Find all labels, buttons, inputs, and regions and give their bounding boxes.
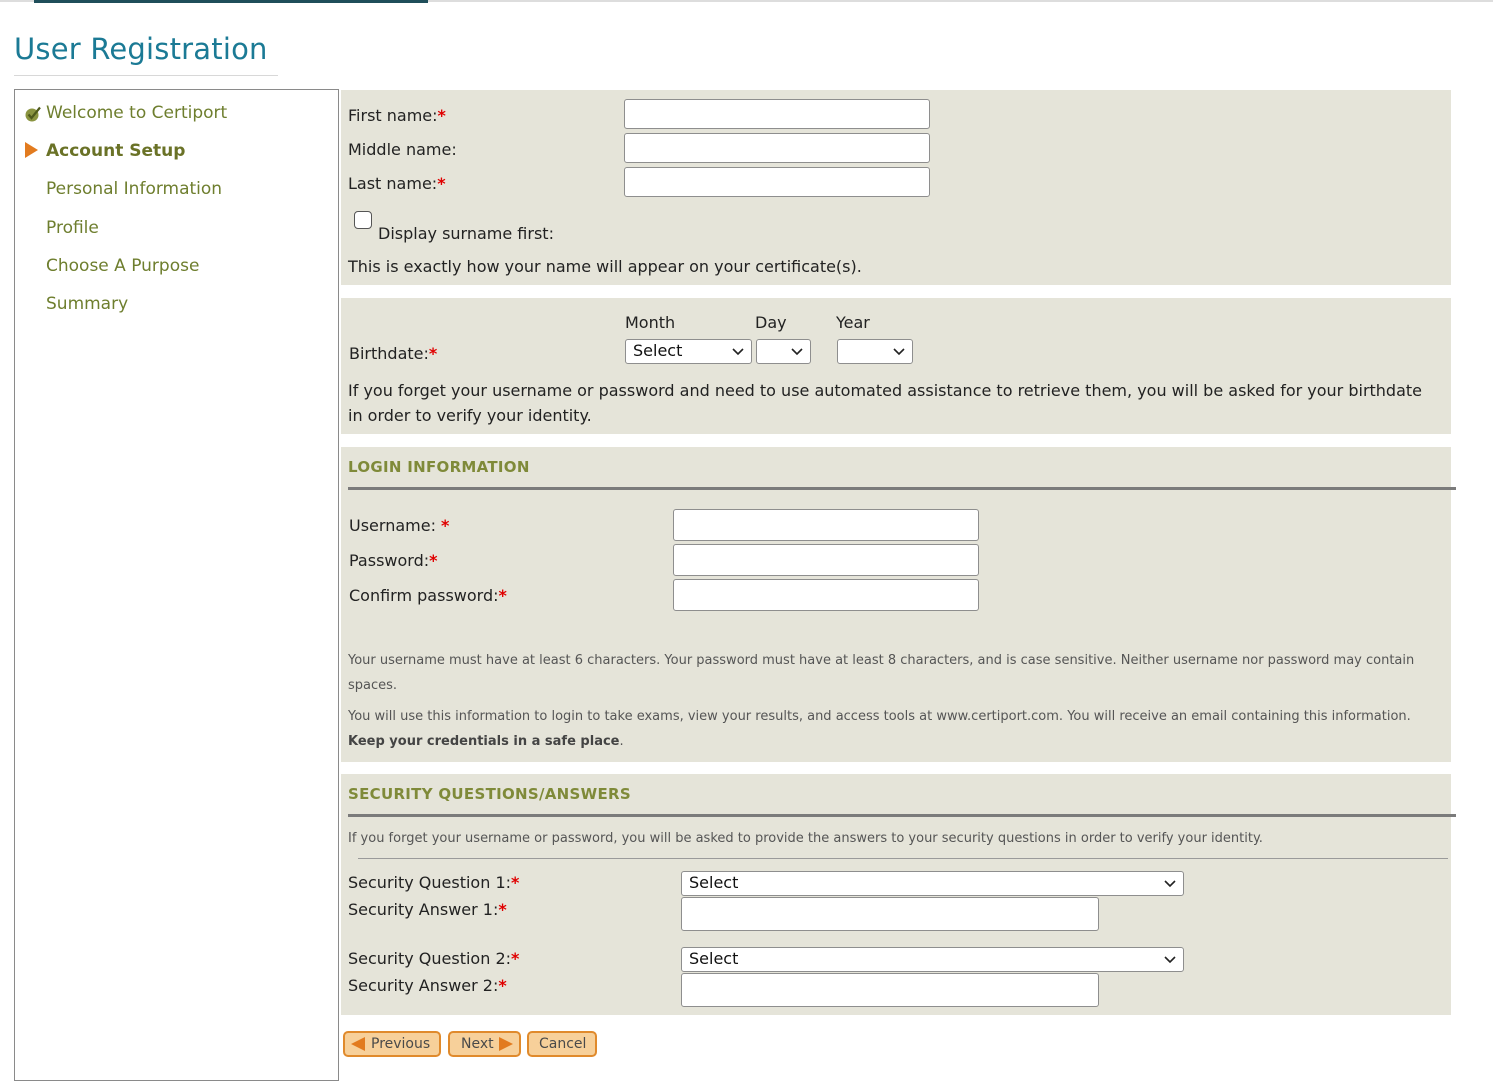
sidebar-item-summary[interactable]: Summary <box>46 294 129 314</box>
security-answer-2-input[interactable] <box>681 973 1099 1007</box>
chevron-down-icon <box>1164 880 1176 888</box>
required-marker: * <box>429 551 438 570</box>
credentials-safe-place-emphasis: Keep your credentials in a safe place <box>348 734 620 749</box>
required-marker: * <box>498 900 507 919</box>
required-marker: * <box>441 516 450 535</box>
sidebar-item-account-setup[interactable]: Account Setup <box>46 141 186 161</box>
password-label: Password:* <box>349 551 438 570</box>
name-panel <box>341 90 1451 285</box>
security-note-divider <box>358 858 1448 859</box>
birth-year-select[interactable] <box>837 339 913 364</box>
login-header-rule <box>348 487 1456 490</box>
surname-first-checkbox[interactable] <box>354 211 372 229</box>
sidebar-item-choose-purpose[interactable]: Choose A Purpose <box>46 256 200 276</box>
security-questions-note: If you forget your username or password, you will be asked to provide the answers to your security questions in order to verify your identity. <box>348 831 1263 846</box>
sidebar-nav <box>14 89 339 1081</box>
title-divider <box>14 75 278 76</box>
first-name-input[interactable] <box>624 99 930 129</box>
birth-month-select[interactable] <box>625 339 752 364</box>
required-marker: * <box>511 949 520 968</box>
required-marker: * <box>437 174 446 193</box>
login-panel <box>341 447 1451 762</box>
security-question-1-label: Security Question 1:* <box>348 873 520 892</box>
birthdate-label: Birthdate:* <box>349 344 438 363</box>
top-accent-bar <box>34 0 428 3</box>
credentials-usage-note: You will use this information to login to take exams, view your results, and access tools at www.certiport.com. You will receive an email containing this information. Keep your credentials in a safe place. <box>348 709 1411 749</box>
required-marker: * <box>498 976 507 995</box>
birthdate-note: If you forget your username or password and need to use automated assistance to retrieve them, you will be asked for your birthdate in order to verify your identity. <box>348 381 1423 425</box>
page-title: User Registration <box>14 32 268 66</box>
sidebar-item-profile[interactable]: Profile <box>46 218 99 238</box>
arrow-left-icon <box>351 1037 365 1051</box>
next-button[interactable] <box>448 1031 521 1057</box>
cancel-button[interactable] <box>527 1031 597 1057</box>
last-name-label: Last name:* <box>348 174 446 193</box>
security-question-2-select[interactable] <box>681 947 1184 972</box>
security-question-1-value: Select <box>689 873 739 892</box>
month-header: Month <box>625 313 676 332</box>
required-marker: * <box>437 106 446 125</box>
birth-month-value: Select <box>633 341 683 360</box>
confirm-password-label: Confirm password:* <box>349 586 507 605</box>
security-question-2-value: Select <box>689 949 739 968</box>
security-section-header: SECURITY QUESTIONS/ANSWERS <box>348 785 631 803</box>
security-panel <box>341 774 1451 1015</box>
previous-button-label: Previous <box>371 1036 431 1052</box>
security-question-2-label: Security Question 2:* <box>348 949 520 968</box>
surname-first-label: Display surname first: <box>378 224 554 243</box>
birthdate-panel <box>341 298 1451 434</box>
chevron-down-icon <box>732 348 744 356</box>
security-answer-1-label: Security Answer 1:* <box>348 900 507 919</box>
name-certificate-note: This is exactly how your name will appear on your certificate(s). <box>348 257 862 276</box>
chevron-down-icon <box>893 348 905 356</box>
required-marker: * <box>498 586 507 605</box>
year-header: Year <box>836 313 870 332</box>
security-header-rule <box>348 814 1456 817</box>
arrow-right-icon <box>499 1037 513 1051</box>
security-question-1-select[interactable] <box>681 871 1184 896</box>
cancel-button-label: Cancel <box>539 1036 587 1052</box>
password-input[interactable] <box>673 544 979 576</box>
username-input[interactable] <box>673 509 979 541</box>
sidebar-item-personal-information[interactable]: Personal Information <box>46 179 223 199</box>
birth-day-select[interactable] <box>756 339 811 364</box>
required-marker: * <box>428 344 438 363</box>
next-button-label: Next <box>461 1036 494 1052</box>
chevron-down-icon <box>791 348 803 356</box>
last-name-input[interactable] <box>624 167 930 197</box>
previous-button[interactable] <box>343 1031 441 1057</box>
checkmark-icon <box>24 105 42 123</box>
required-marker: * <box>511 873 520 892</box>
chevron-down-icon <box>1164 956 1176 964</box>
middle-name-input[interactable] <box>624 133 930 163</box>
arrow-right-icon <box>25 142 38 158</box>
sidebar-item-welcome[interactable]: Welcome to Certiport <box>46 103 228 123</box>
first-name-label: First name:* <box>348 106 446 125</box>
credentials-requirements-note: Your username must have at least 6 characters. Your password must have at least 8 characters, and is case sensitive. Neither username nor password may contain spaces. <box>348 653 1415 693</box>
username-label: Username: * <box>349 516 450 535</box>
day-header: Day <box>755 313 787 332</box>
confirm-password-input[interactable] <box>673 579 979 611</box>
login-section-header: LOGIN INFORMATION <box>348 458 530 476</box>
security-answer-1-input[interactable] <box>681 897 1099 931</box>
security-answer-2-label: Security Answer 2:* <box>348 976 507 995</box>
middle-name-label: Middle name: <box>348 140 457 159</box>
